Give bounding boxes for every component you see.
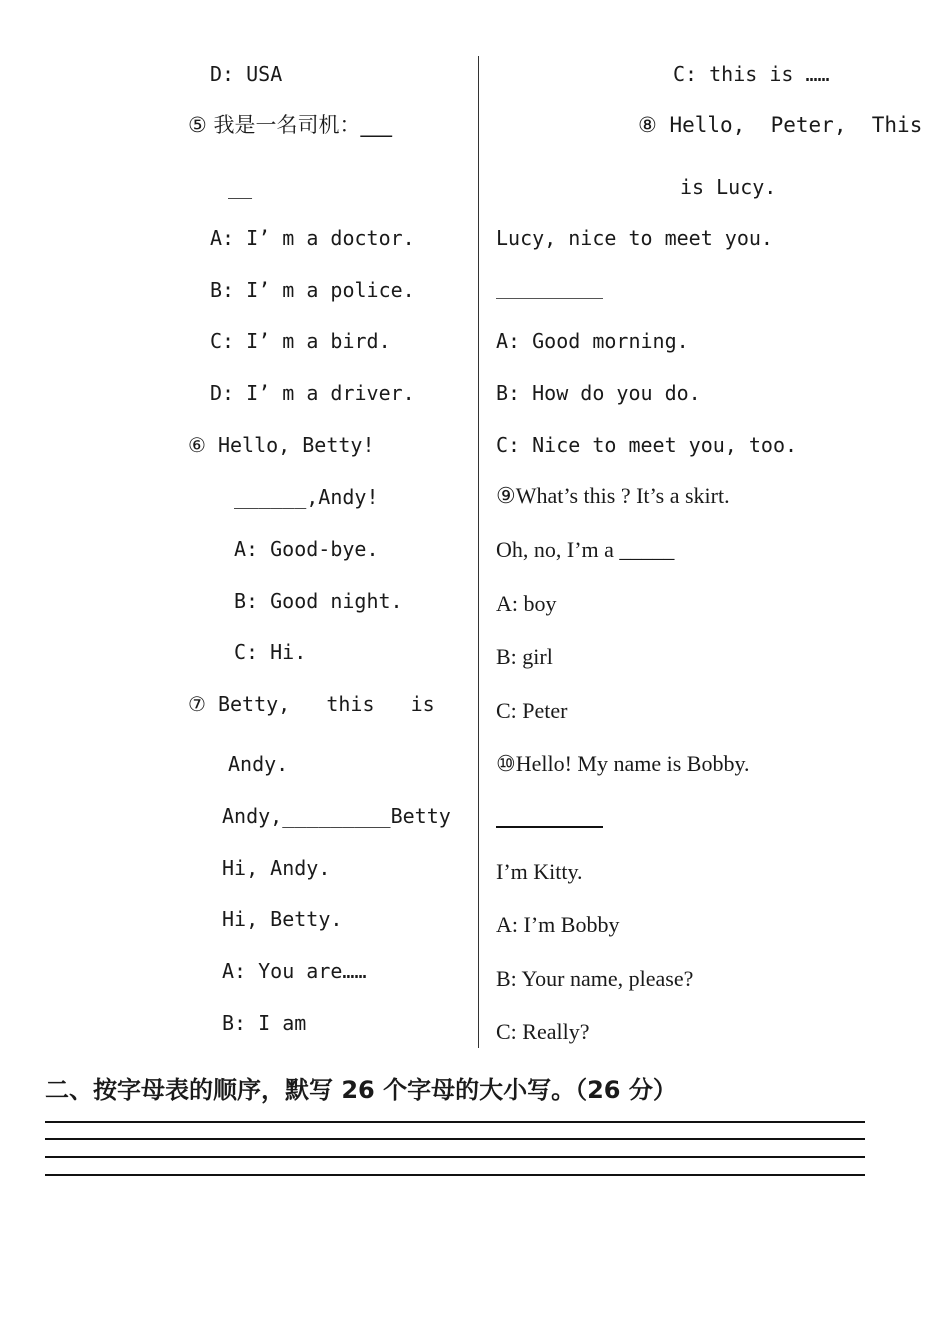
q10-option-b: B: Your name, please?: [496, 966, 694, 991]
q8-dialogue-line-1: Lucy, nice to meet you.: [496, 226, 773, 250]
writing-line-4: [45, 1174, 865, 1176]
q7-dialogue-line-3: Hi, Betty.: [222, 907, 343, 931]
q5-option-b: B: I’ m a police.: [210, 278, 415, 302]
q8-stem: ⑧ Hello, Peter, This: [638, 113, 923, 137]
q5-stem-continuation: __: [228, 175, 253, 199]
q10-dialogue-line-1: I’m Kitty.: [496, 859, 583, 884]
q6-option-b: B: Good night.: [234, 589, 403, 613]
column-divider: [478, 56, 479, 1048]
q9-option-b: B: girl: [496, 644, 553, 669]
q9-option-a: A: boy: [496, 591, 557, 616]
q10-option-a: A: I’m Bobby: [496, 912, 620, 937]
q7-stem-continuation: Andy.: [228, 752, 289, 776]
q8-option-c: C: Nice to meet you, too.: [496, 433, 798, 457]
q5-option-a: A: I’ m a doctor.: [210, 226, 415, 250]
q10-stem: ⑩Hello! My name is Bobby.: [496, 751, 750, 776]
q10-answer-blank: [496, 826, 603, 828]
q8-stem-continuation: is Lucy.: [680, 175, 777, 199]
writing-line-3: [45, 1156, 865, 1158]
q7-dialogue-line-2: Hi, Andy.: [222, 856, 331, 880]
q6-option-a: A: Good-bye.: [234, 537, 379, 561]
q9-dialogue-line-1: Oh, no, I’m a _____: [496, 537, 675, 562]
q5-stem: ⑤ 我是一名司机：___: [188, 113, 393, 137]
writing-line-1: [45, 1121, 865, 1123]
q7-dialogue-line-1: Andy,_________Betty: [222, 804, 451, 828]
q6-stem: ⑥ Hello, Betty!: [188, 433, 375, 457]
q6-option-c: C: Hi.: [234, 640, 307, 664]
q9-option-c: C: Peter: [496, 698, 568, 723]
q9-stem: ⑨What’s this ? It’s a skirt.: [496, 483, 730, 508]
q5-option-c: C: I’ m a bird.: [210, 329, 391, 353]
q7-option-a: A: You are……: [222, 959, 367, 983]
writing-line-2: [45, 1138, 865, 1140]
q4-option-d: D: USA: [210, 62, 283, 86]
q8-option-b: B: How do you do.: [496, 381, 701, 405]
q10-option-c: C: Really?: [496, 1019, 590, 1044]
q8-answer-blank: [496, 298, 603, 299]
q5-option-d: D: I’ m a driver.: [210, 381, 415, 405]
q7-option-c: C: this is ……: [673, 62, 830, 86]
q8-option-a: A: Good morning.: [496, 329, 689, 353]
section-2-heading: 二、按字母表的顺序，默写 26 个字母的大小写。（26 分）: [45, 1076, 677, 1104]
q6-reply-blank: ______,Andy!: [234, 485, 379, 509]
q7-stem: ⑦ Betty, this is: [188, 692, 435, 716]
q7-option-b: B: I am: [222, 1011, 307, 1035]
